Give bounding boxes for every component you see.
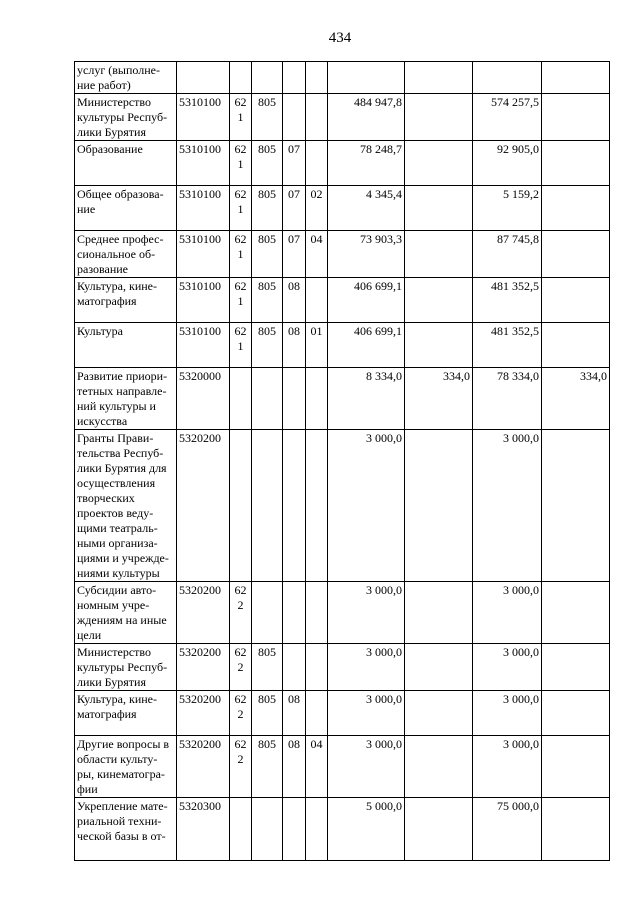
- cell-add-2: 334,0: [542, 368, 610, 430]
- cell-pr: [306, 691, 328, 736]
- cell-code: 5310100: [177, 323, 230, 368]
- table-row: [75, 62, 610, 94]
- cell-rz: 08: [283, 323, 306, 368]
- cell-add-2: [542, 94, 610, 141]
- cell-add-2: [542, 231, 610, 278]
- cell-rz: [283, 430, 306, 582]
- cell-sum-1: 5 000,0: [328, 798, 405, 861]
- cell-add-2: [542, 62, 610, 94]
- cell-add-1: [405, 62, 473, 94]
- cell-gr: 805: [252, 278, 283, 323]
- cell-sum-1: 3 000,0: [328, 736, 405, 798]
- cell-vr: [230, 62, 252, 94]
- cell-sum-2: 481 352,5: [473, 278, 542, 323]
- cell-add-1: [405, 323, 473, 368]
- cell-rz: [283, 582, 306, 644]
- cell-sum-2: 3 000,0: [473, 736, 542, 798]
- cell-sum-2: 3 000,0: [473, 644, 542, 691]
- cell-sum-2: 574 257,5: [473, 94, 542, 141]
- cell-add-1: 334,0: [405, 368, 473, 430]
- cell-sum-2: 3 000,0: [473, 691, 542, 736]
- table-row: [75, 186, 610, 231]
- cell-pr: [306, 644, 328, 691]
- cell-sum-2: 5 159,2: [473, 186, 542, 231]
- cell-rz: 08: [283, 278, 306, 323]
- cell-pr: 01: [306, 323, 328, 368]
- cell-vr: [230, 798, 252, 861]
- cell-rz: [283, 798, 306, 861]
- cell-rz: [283, 94, 306, 141]
- cell-gr: [252, 368, 283, 430]
- cell-add-1: [405, 691, 473, 736]
- page-number: 434: [328, 30, 352, 46]
- cell-gr: 805: [252, 691, 283, 736]
- budget-table: [74, 61, 610, 861]
- table-row: [75, 582, 610, 644]
- cell-pr: 02: [306, 186, 328, 231]
- cell-code: 5320200: [177, 736, 230, 798]
- cell-code: 5320200: [177, 582, 230, 644]
- cell-name: Образование: [75, 141, 177, 186]
- table-row: [75, 430, 610, 582]
- cell-add-2: [542, 691, 610, 736]
- cell-sum-2: 87 745,8: [473, 231, 542, 278]
- cell-rz: [283, 368, 306, 430]
- cell-vr: 621: [230, 141, 252, 186]
- cell-sum-1: 78 248,7: [328, 141, 405, 186]
- cell-add-1: [405, 582, 473, 644]
- cell-rz: [283, 62, 306, 94]
- cell-sum-2: 481 352,5: [473, 323, 542, 368]
- cell-sum-1: 406 699,1: [328, 323, 405, 368]
- cell-name: Субсидии авто-номным учре-ждениям на иные цели: [75, 582, 177, 644]
- cell-add-1: [405, 94, 473, 141]
- cell-name: Министерство культуры Респуб-лики Бурятия: [75, 644, 177, 691]
- cell-add-2: [542, 798, 610, 861]
- cell-code: [177, 62, 230, 94]
- cell-name: Среднее профес-сиональное об-разование: [75, 231, 177, 278]
- cell-gr: 805: [252, 186, 283, 231]
- cell-pr: [306, 141, 328, 186]
- cell-add-2: [542, 186, 610, 231]
- cell-sum-1: 3 000,0: [328, 582, 405, 644]
- cell-sum-1: 3 000,0: [328, 644, 405, 691]
- table-row: [75, 94, 610, 141]
- cell-add-2: [542, 736, 610, 798]
- cell-name: Развитие приори-тетных направле-ний культуры и искусства: [75, 368, 177, 430]
- cell-sum-1: 406 699,1: [328, 278, 405, 323]
- cell-gr: 805: [252, 94, 283, 141]
- cell-sum-1: 73 903,3: [328, 231, 405, 278]
- cell-vr: 622: [230, 691, 252, 736]
- cell-code: 5310100: [177, 278, 230, 323]
- cell-sum-1: [328, 62, 405, 94]
- cell-code: 5310100: [177, 141, 230, 186]
- cell-sum-2: 92 905,0: [473, 141, 542, 186]
- cell-add-1: [405, 644, 473, 691]
- cell-vr: [230, 430, 252, 582]
- cell-name: Министерство культуры Респуб-лики Бурятия: [75, 94, 177, 141]
- cell-pr: [306, 430, 328, 582]
- cell-name: Культура: [75, 323, 177, 368]
- cell-pr: [306, 94, 328, 141]
- cell-name: Культура, кине-матография: [75, 278, 177, 323]
- cell-sum-2: [473, 62, 542, 94]
- table-row: [75, 736, 610, 798]
- cell-name: услуг (выполне-ние работ): [75, 62, 177, 94]
- cell-add-2: [542, 278, 610, 323]
- cell-rz: 07: [283, 231, 306, 278]
- cell-code: 5320200: [177, 430, 230, 582]
- cell-vr: 621: [230, 186, 252, 231]
- cell-sum-1: 8 334,0: [328, 368, 405, 430]
- cell-gr: [252, 430, 283, 582]
- cell-add-2: [542, 323, 610, 368]
- cell-add-2: [542, 644, 610, 691]
- cell-name: Другие вопросы в области культу-ры, кинематогра-фии: [75, 736, 177, 798]
- cell-rz: [283, 644, 306, 691]
- cell-vr: [230, 368, 252, 430]
- cell-gr: [252, 582, 283, 644]
- cell-rz: 08: [283, 691, 306, 736]
- cell-vr: 622: [230, 736, 252, 798]
- cell-add-2: [542, 430, 610, 582]
- cell-code: 5320000: [177, 368, 230, 430]
- table-row: [75, 368, 610, 430]
- cell-pr: [306, 62, 328, 94]
- table-row: [75, 691, 610, 736]
- cell-code: 5310100: [177, 186, 230, 231]
- cell-name: Укрепление мате-риальной техни-ческой базы в от-: [75, 798, 177, 861]
- cell-sum-2: 78 334,0: [473, 368, 542, 430]
- cell-add-1: [405, 798, 473, 861]
- cell-gr: 805: [252, 323, 283, 368]
- cell-sum-1: 3 000,0: [328, 430, 405, 582]
- cell-sum-2: 3 000,0: [473, 430, 542, 582]
- cell-add-1: [405, 736, 473, 798]
- cell-vr: 621: [230, 94, 252, 141]
- table-row: [75, 141, 610, 186]
- cell-add-1: [405, 141, 473, 186]
- cell-add-1: [405, 186, 473, 231]
- cell-sum-2: 75 000,0: [473, 798, 542, 861]
- cell-vr: 621: [230, 231, 252, 278]
- cell-pr: [306, 582, 328, 644]
- cell-add-2: [542, 582, 610, 644]
- cell-pr: [306, 368, 328, 430]
- cell-gr: 805: [252, 736, 283, 798]
- cell-add-1: [405, 430, 473, 582]
- cell-vr: 622: [230, 644, 252, 691]
- cell-code: 5310100: [177, 231, 230, 278]
- cell-add-2: [542, 141, 610, 186]
- cell-sum-2: 3 000,0: [473, 582, 542, 644]
- cell-code: 5310100: [177, 94, 230, 141]
- cell-add-1: [405, 278, 473, 323]
- cell-pr: [306, 798, 328, 861]
- cell-gr: 805: [252, 141, 283, 186]
- table-row: [75, 231, 610, 278]
- cell-gr: [252, 798, 283, 861]
- cell-vr: 621: [230, 278, 252, 323]
- cell-pr: 04: [306, 231, 328, 278]
- cell-name: Общее образова-ние: [75, 186, 177, 231]
- table-row: [75, 798, 610, 861]
- table-row: [75, 278, 610, 323]
- cell-rz: 08: [283, 736, 306, 798]
- table-row: [75, 323, 610, 368]
- table-body: [75, 62, 610, 861]
- cell-gr: [252, 62, 283, 94]
- cell-sum-1: 3 000,0: [328, 691, 405, 736]
- cell-pr: [306, 278, 328, 323]
- cell-sum-1: 484 947,8: [328, 94, 405, 141]
- cell-rz: 07: [283, 186, 306, 231]
- cell-rz: 07: [283, 141, 306, 186]
- cell-add-1: [405, 231, 473, 278]
- cell-vr: 622: [230, 582, 252, 644]
- cell-code: 5320300: [177, 798, 230, 861]
- cell-code: 5320200: [177, 644, 230, 691]
- table-row: [75, 644, 610, 691]
- cell-name: Культура, кине-матография: [75, 691, 177, 736]
- cell-code: 5320200: [177, 691, 230, 736]
- cell-sum-1: 4 345,4: [328, 186, 405, 231]
- cell-pr: 04: [306, 736, 328, 798]
- cell-vr: 621: [230, 323, 252, 368]
- cell-gr: 805: [252, 231, 283, 278]
- cell-name: Гранты Прави-тельства Респуб-лики Бурятия для осуществления творческих проектов веду-щими театраль-ными организа-циями и учрежде-ниями культуры: [75, 430, 177, 582]
- cell-gr: 805: [252, 644, 283, 691]
